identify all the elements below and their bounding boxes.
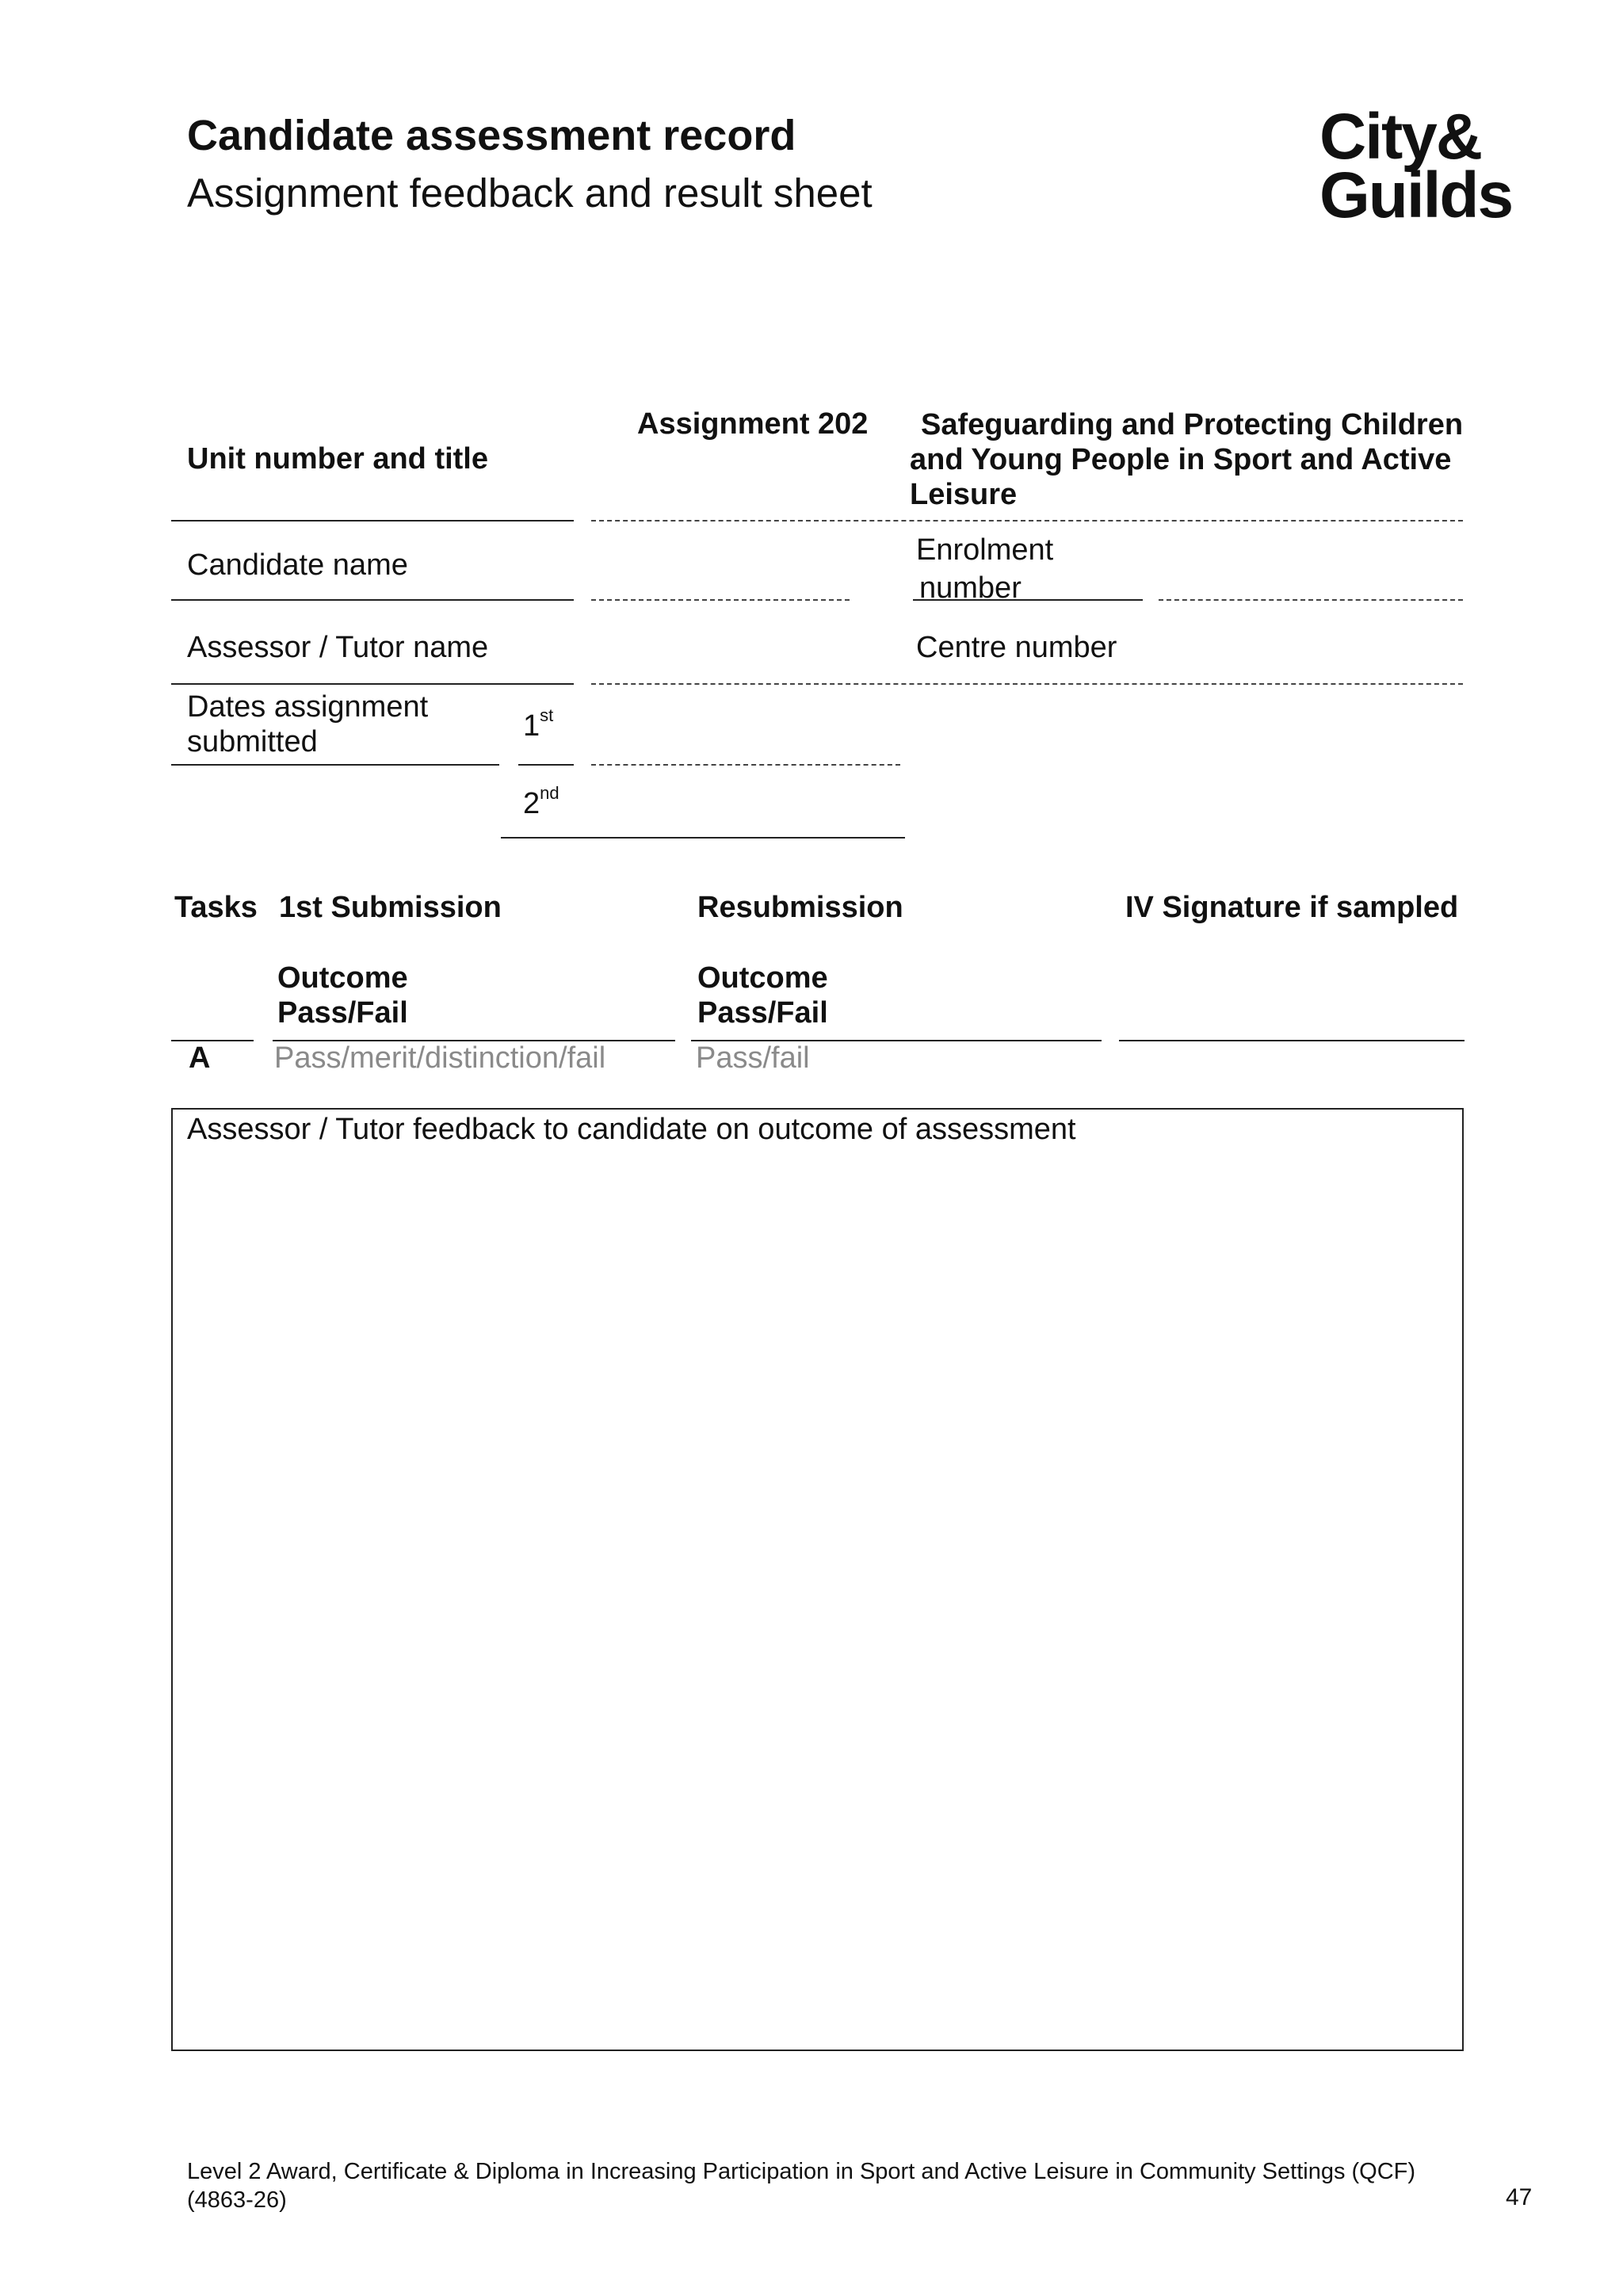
enrolment-label-line-1: Enrolment: [916, 533, 1054, 567]
feedback-box[interactable]: [171, 1108, 1464, 2051]
first-submission-outcome[interactable]: Pass/merit/distinction/fail: [274, 1041, 606, 1075]
resubmission-header: Resubmission: [697, 891, 903, 924]
resubmission-outcome[interactable]: Pass/fail: [696, 1041, 810, 1075]
task-a-label: A: [189, 1041, 211, 1075]
dates-label-rule: [171, 764, 499, 766]
logo-line-1: City&: [1319, 101, 1482, 173]
footer-text: [187, 2157, 1415, 2214]
first-ordinal: 1: [523, 709, 540, 743]
second-date-field[interactable]: [501, 837, 905, 839]
candidate-name-label: Candidate name: [187, 548, 408, 582]
second-date-label: [523, 783, 559, 821]
resub-outcome-header: [697, 961, 828, 1030]
dates-submitted-label: [187, 690, 428, 759]
first-outcome-header: [277, 961, 408, 1030]
enrolment-label-rule: [913, 599, 1143, 601]
tasks-header: Tasks: [174, 891, 258, 924]
assessor-centre-field[interactable]: [591, 683, 1463, 685]
first-pass-fail-label: Pass/Fail: [277, 996, 408, 1030]
unit-title: [910, 407, 1463, 512]
assignment-number: Assignment 202: [637, 407, 869, 441]
unit-title-line-1: Safeguarding and Protecting Children: [921, 408, 1464, 441]
unit-label: Unit number and title: [187, 442, 488, 476]
unit-title-line-3: Leisure: [910, 478, 1018, 511]
enrolment-label: [916, 531, 1053, 607]
footer-qualification: Level 2 Award, Certificate & Diploma in Increasing Participation in Sport and Active Leisure in Community Settings (QCF): [187, 2159, 1416, 2184]
unit-label-rule: [171, 520, 574, 521]
iv-signature-header: IV Signature if sampled: [1125, 891, 1459, 924]
unit-value-rule: [591, 520, 1463, 521]
tasks-column-rule: [171, 1040, 254, 1041]
page-number: 47: [1506, 2184, 1533, 2210]
first-ordinal-suffix: st: [540, 705, 554, 725]
assessor-name-rule: [171, 683, 574, 685]
resub-pass-fail-label: Pass/Fail: [697, 996, 828, 1030]
enrolment-number-field[interactable]: [1159, 599, 1463, 601]
footer-code: (4863-26): [187, 2187, 287, 2213]
candidate-name-field[interactable]: [591, 599, 850, 601]
first-submission-header: 1st Submission: [279, 891, 502, 924]
iv-signature-field[interactable]: [1119, 1041, 1465, 1078]
first-date-short-rule: [518, 764, 574, 766]
candidate-name-rule: [171, 599, 574, 601]
city-guilds-logo: [1319, 101, 1526, 235]
assessor-name-label: Assessor / Tutor name: [187, 631, 489, 664]
feedback-label: Assessor / Tutor feedback to candidate on outcome of assessment: [187, 1113, 1076, 1146]
logo-line-2: Guilds: [1319, 159, 1513, 231]
page-subtitle: Assignment feedback and result sheet: [187, 170, 873, 216]
centre-number-label: Centre number: [916, 631, 1117, 664]
first-outcome-label: Outcome: [277, 961, 408, 995]
dates-label-line-2: submitted: [187, 725, 318, 758]
enrolment-label-line-2: number: [919, 571, 1022, 605]
second-ordinal-suffix: nd: [540, 783, 559, 803]
unit-title-line-2: and Young People in Sport and Active: [910, 443, 1452, 476]
page-title: Candidate assessment record: [187, 112, 796, 159]
first-date-field[interactable]: [591, 764, 900, 766]
dates-label-line-1: Dates assignment: [187, 690, 429, 724]
resub-outcome-label: Outcome: [697, 961, 828, 995]
second-ordinal: 2: [523, 787, 540, 820]
first-date-label: [523, 705, 553, 743]
